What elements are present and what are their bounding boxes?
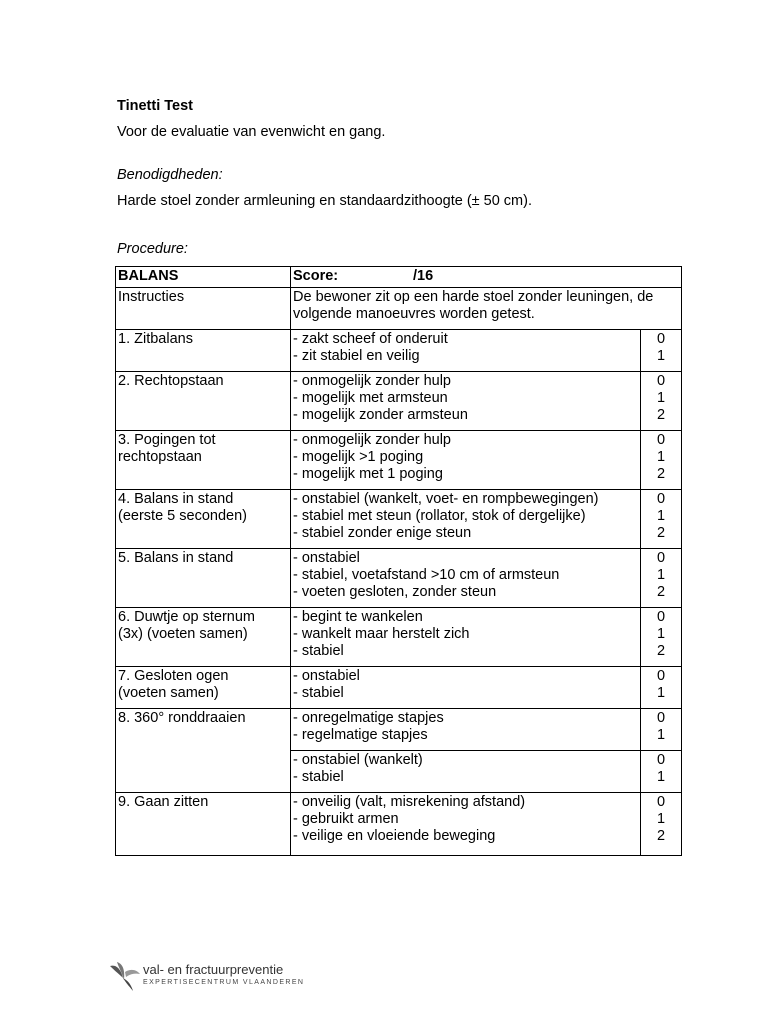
option-score: 1 <box>656 390 666 406</box>
item-label <box>116 330 291 372</box>
options-cell <box>291 667 641 709</box>
section-heading: BALANS <box>116 267 291 288</box>
table-row <box>116 490 682 549</box>
item-label <box>116 490 291 549</box>
score-cell <box>641 490 682 549</box>
option-score: 1 <box>656 626 666 642</box>
materials-heading: Benodigdheden: <box>117 167 223 183</box>
option-text: - onstabiel (wankelt, voet- en rompbewegingen) <box>293 491 599 507</box>
option-text: - zakt scheef of onderuit <box>293 331 448 347</box>
logo <box>107 958 307 998</box>
option-text: - onstabiel (wankelt) <box>293 752 423 768</box>
option-score: 0 <box>656 550 666 566</box>
procedure-heading: Procedure: <box>117 241 188 257</box>
option-text: - veilige en vloeiende beweging <box>293 828 496 844</box>
score-cell <box>641 330 682 372</box>
option-score: 0 <box>656 794 666 810</box>
item-label-line: 4. Balans in stand <box>118 491 234 507</box>
option-score: 0 <box>656 609 666 625</box>
option-text: - mogelijk zonder armsteun <box>293 407 468 423</box>
document-title: Tinetti Test <box>117 98 193 114</box>
option-text: - onregelmatige stapjes <box>293 710 444 726</box>
option-score: 1 <box>656 685 666 701</box>
option-text: - wankelt maar herstelt zich <box>293 626 470 642</box>
option-text: - begint te wankelen <box>293 609 423 625</box>
score-header <box>291 267 682 288</box>
item-label-line: 8. 360° ronddraaien <box>118 710 246 726</box>
option-score: 1 <box>656 508 666 524</box>
intro-text: Voor de evaluatie van evenwicht en gang. <box>117 124 386 140</box>
instructions-line: De bewoner zit op een harde stoel zonder leuningen, de <box>293 289 654 305</box>
options-cell <box>291 751 641 793</box>
logo-name: val- en fractuurpreventie <box>143 962 284 977</box>
score-label: Score: <box>293 268 339 284</box>
materials-text: Harde stoel zonder armleuning en standaardzithoogte (± 50 cm). <box>117 193 532 209</box>
item-label-line: 1. Zitbalans <box>118 331 193 347</box>
table-row <box>116 549 682 608</box>
option-score: 1 <box>656 449 666 465</box>
bird-logo-icon <box>107 958 143 994</box>
table-row <box>116 793 682 856</box>
score-cell <box>641 608 682 667</box>
option-text: - mogelijk met 1 poging <box>293 466 443 482</box>
item-label <box>116 793 291 856</box>
options-cell <box>291 709 641 751</box>
option-text: - onveilig (valt, misrekening afstand) <box>293 794 526 810</box>
options-cell <box>291 372 641 431</box>
option-score: 2 <box>656 643 666 659</box>
item-label-line: 3. Pogingen tot <box>118 432 216 448</box>
options-cell <box>291 608 641 667</box>
logo-subtitle: EXPERTISECENTRUM VLAANDEREN <box>143 979 305 986</box>
table-row <box>116 372 682 431</box>
options-cell <box>291 431 641 490</box>
option-text: - stabiel, voetafstand >10 cm of armsteun <box>293 567 560 583</box>
item-label <box>116 372 291 431</box>
options-cell <box>291 330 641 372</box>
option-text: - stabiel met steun (rollator, stok of dergelijke) <box>293 508 586 524</box>
table-row <box>116 709 682 751</box>
option-score: 2 <box>656 407 666 423</box>
table-row <box>116 431 682 490</box>
option-score: 1 <box>656 348 666 364</box>
score-cell <box>641 793 682 856</box>
option-score: 2 <box>656 584 666 600</box>
option-score: 0 <box>656 752 666 768</box>
option-score: 0 <box>656 373 666 389</box>
option-text: - onmogelijk zonder hulp <box>293 373 451 389</box>
option-text: - stabiel <box>293 685 344 701</box>
item-label <box>116 608 291 667</box>
options-cell <box>291 549 641 608</box>
option-score: 0 <box>656 491 666 507</box>
option-score: 1 <box>656 811 666 827</box>
option-score: 0 <box>656 432 666 448</box>
item-label-line: (voeten samen) <box>118 685 219 701</box>
option-text: - gebruikt armen <box>293 811 399 827</box>
instructions-text <box>291 288 682 330</box>
table-row <box>116 667 682 709</box>
option-text: - stabiel <box>293 769 344 785</box>
option-text: - onstabiel <box>293 550 360 566</box>
option-score: 0 <box>656 331 666 347</box>
instructions-row <box>116 288 682 330</box>
score-cell <box>641 372 682 431</box>
score-cell <box>641 549 682 608</box>
instructions-line: volgende manoeuvres worden getest. <box>293 306 535 322</box>
item-label-line: (3x) (voeten samen) <box>118 626 248 642</box>
item-label <box>116 667 291 709</box>
option-score: 0 <box>656 710 666 726</box>
option-text: - mogelijk met armsteun <box>293 390 448 406</box>
item-label-line: 7. Gesloten ogen <box>118 668 229 684</box>
item-label-line: 9. Gaan zitten <box>118 794 209 810</box>
option-score: 1 <box>656 727 666 743</box>
options-cell <box>291 793 641 856</box>
option-text: - zit stabiel en veilig <box>293 348 420 364</box>
option-score: 2 <box>656 525 666 541</box>
option-text: - regelmatige stapjes <box>293 727 428 743</box>
option-score: 2 <box>656 466 666 482</box>
instructions-label: Instructies <box>116 288 291 330</box>
balance-score-table <box>115 266 682 856</box>
item-label-line: 5. Balans in stand <box>118 550 234 566</box>
option-score: 1 <box>656 769 666 785</box>
option-text: - mogelijk >1 poging <box>293 449 424 465</box>
table-row <box>116 330 682 372</box>
option-text: - stabiel <box>293 643 344 659</box>
item-label-line: 6. Duwtje op sternum <box>118 609 256 625</box>
score-cell <box>641 667 682 709</box>
item-label-line: (eerste 5 seconden) <box>118 508 247 524</box>
score-cell <box>641 431 682 490</box>
option-score: 0 <box>656 668 666 684</box>
option-text: - voeten gesloten, zonder steun <box>293 584 497 600</box>
item-label <box>116 549 291 608</box>
table-row <box>116 608 682 667</box>
option-text: - onmogelijk zonder hulp <box>293 432 451 448</box>
score-max: /16 <box>413 268 434 284</box>
option-score: 2 <box>656 828 666 844</box>
item-label <box>116 431 291 490</box>
item-label-line: 2. Rechtopstaan <box>118 373 224 389</box>
option-score: 1 <box>656 567 666 583</box>
table-header-row <box>116 267 682 288</box>
score-cell <box>641 709 682 751</box>
item-label-line: rechtopstaan <box>118 449 202 465</box>
option-text: - onstabiel <box>293 668 360 684</box>
item-label <box>116 709 291 793</box>
option-text: - stabiel zonder enige steun <box>293 525 472 541</box>
score-cell <box>641 751 682 793</box>
options-cell <box>291 490 641 549</box>
